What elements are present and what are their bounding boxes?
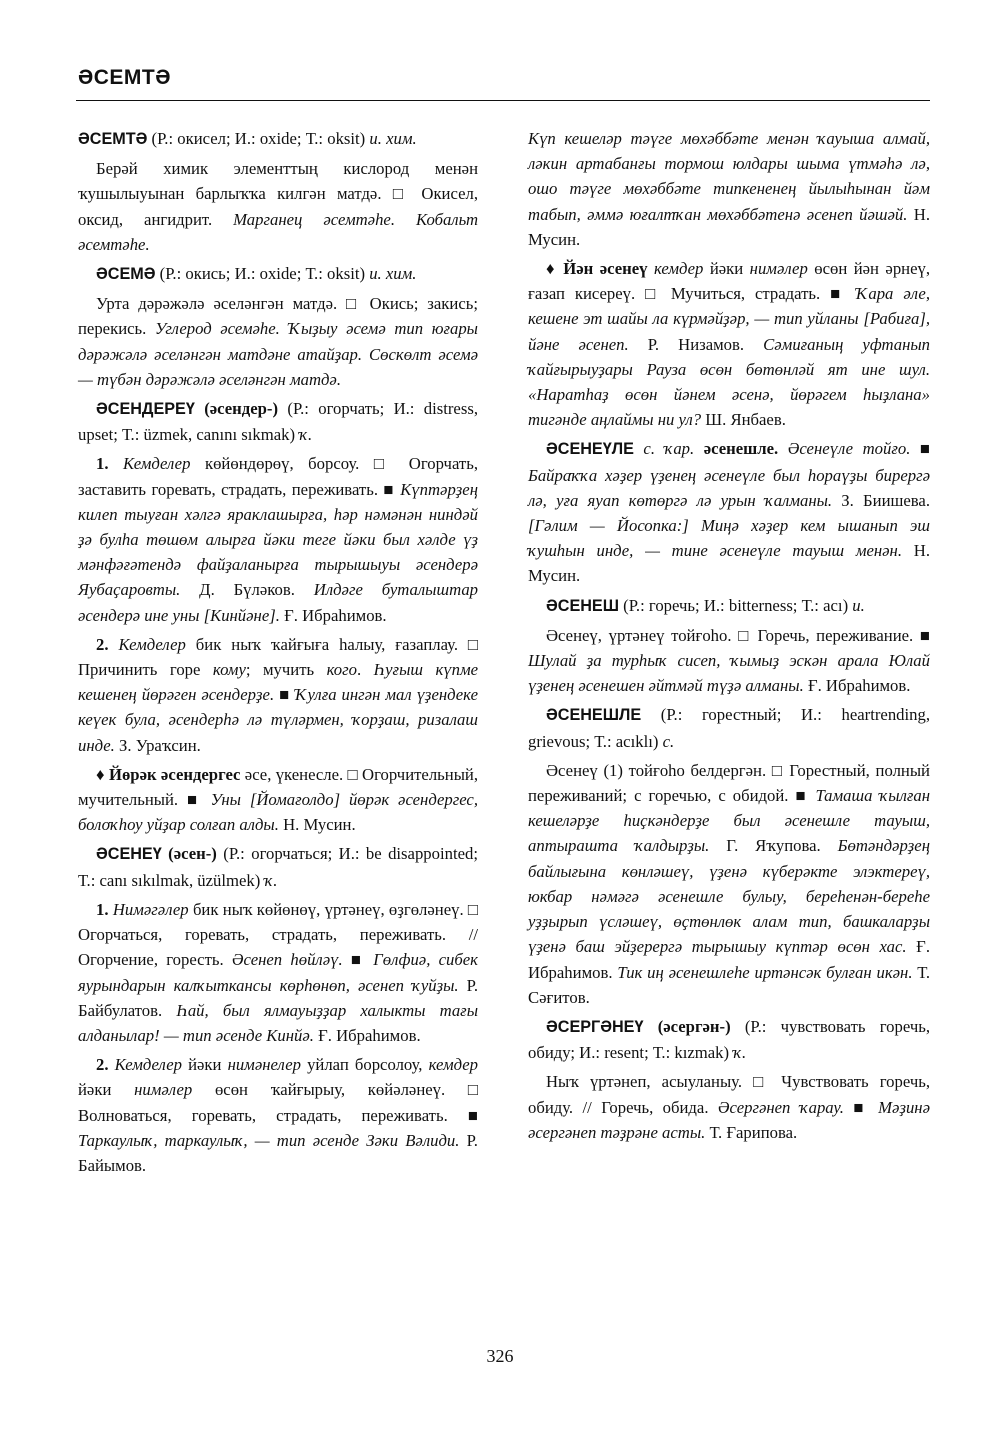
left-column <box>78 126 478 1182</box>
dictionary-paragraph: ӘСЕНДЕРЕҮ (әсендер-) (Р.: огорчать; И.: distress, upset; Т.: üzmek, canını sıkmak) ҡ. <box>78 399 478 445</box>
dictionary-paragraph: 2. Кемделер бик ныҡ ҡайғыға һалыу, ғазаплау. □ Причинить горе кому; мучить кого. Һуғыш күпме кешенең йөрәген әсендерҙе. ■ Ҡулға ингән мал үҙендеке кеүек була, әсендерһә лә түләрмен, ҡорҙаш, ризалаш инде. З. Ураҡсин. <box>78 634 479 755</box>
dictionary-paragraph: ӘСЕМӘ (Р.: окись; И.: oxide; Т.: oksit) и. хим. <box>96 264 417 284</box>
dictionary-paragraph: Әсенеү, үртәнеү тойғоһо. □ Горечь, переживание. ■ Шулай ҙа турһыҡ сисеп, ҡымыҙ эскән арала Юлай үҙенең әсенешен әйтмәй түҙә алманы. Ғ. Ибраһимов. <box>528 625 930 696</box>
dictionary-paragraph: 2. Кемделер йәки нимәнелер уйлап борсолоу, кемдер йәки нимәлер өсөн ҡайғырыу, көйәләнеү. □ Волноваться, горевать, страдать, переживать. ■ Таркаулыҡ, таркаулыҡ, — тип әсенде Зәки Вәлиди. Р. Байымов. <box>78 1055 478 1175</box>
header-rule <box>76 100 930 101</box>
dictionary-paragraph: ӘСЕНЕШ (Р.: горечь; И.: bitterness; Т.: acı) и. <box>546 595 865 615</box>
right-column <box>528 126 930 1149</box>
dictionary-paragraph: Әсенеү (1) тойғоһо белдергән. □ Горестный, полный переживаний; с горечью, с обидой. ■ Тамаша ҡылған кешеләрҙе һиҫкәндерҙе был әсенешле тауыш, аптырашта ҡалдырҙы. Г. Яҡупова. Бөтәндәрҙең байлығына көнләшеү, үҙенә күберәкте элэктереү, юкбар нәмәгә әсенешле булыу, береһенән-береһе уҙҙырып үсләшеү, өҫтөнлөк алам тип, башкаларҙы үҙенә баш эйҙерергә тырышыу күптәр өсөн хас. Ғ. Ибраһимов. Тик иң әсенешлеһе иртәнсәк булған икән. Т. Сәғитов. <box>528 760 931 1007</box>
dictionary-paragraph: Күп кешеләр тәүге мөхәббәте менән ҡауыша алмай, ләкин артабанғы тормош юлдары шыма үтмәһә лә, ошо тәүге мөхәббәте типкененең йылыһынан йәм табып, әммә юғалтҡан мөхәббәтенә әсенеп йәшәй. Н. Мусин. <box>528 129 930 249</box>
dictionary-paragraph: Ныҡ үртәнеп, асыуланыу. □ Чувствовать горечь, обиду. // Горечь, обида. Әсергәнеп ҡарау. ■ Мәҙинә әсергәнеп тәҙрәне асты. Т. Ғарипова. <box>528 1072 930 1142</box>
dictionary-paragraph: ♦ Йән әсенеү кемдер йәки нимәлер өсөн йән әрнеү, ғазап кисереү. □ Мучиться, страдать. ■ Ҡара әле, кешене эт шайы ла күрмәйҙәр, — тип уйланы [Рабиға], йәне әсенеп. Р. Низамов. Сәмиғаның уфтанып ҡайғырыуҙары Рауза өсөн бөтөнләй ят ине шул. «Наратһаҙ өсөн йәнем әсенә, йөрәгем һыҙлана» тигәнде аңлаймы ни ул? Ш. Янбаев. <box>528 259 931 430</box>
dictionary-paragraph: 1. Нимәгәлер бик ныҡ көйөнөү, үртәнеү, өҙгөләнеү. □ Огорчаться, горевать, страдать, переживать. // Огорчение, горесть. Әсенеп һөйләү. ■ Гөлфиә, сибек яурындарын калҡыткансы көрһөнөп, әсенеп ҡуйҙы. Р. Байбулатов. Һай, был ялмауыҙҙар халыкты тағы алданылар! — тип әсенде Кинйә. Ғ. Ибраһимов. <box>78 899 479 1045</box>
dictionary-paragraph: ӘСЕМТӘ (Р.: окисел; И.: oxide; Т.: oksit) и. хим. <box>78 129 417 148</box>
dictionary-paragraph: ӘСЕНЕҮЛЕ с. ҡар. әсенешле. Әсенеүле тойғо. ■ Байраҡҡа хәҙер үҙенең әсенеүле был һораүҙы бирергә лә, уға яуап көтөргә лә урын ҡалманы. З. Биишева. [Гәлим — Йосопка:] Миңә хәҙер кем ышанып эш ҡушһын инде, — тине әсенеүле тауыш менән. Н. Мусин. <box>528 439 930 586</box>
dictionary-paragraph: ӘСЕРГӘНЕҮ (әсергән-) (Р.: чувствовать горечь, обиду; И.: resent; Т.: kızmak) ҡ. <box>528 1016 930 1063</box>
running-head: ӘСЕМТӘ <box>78 66 171 89</box>
dictionary-paragraph: Урта дәрәжәлә әселәнгән матдә. □ Окись; закись; перекись. Углерод әсемәһе. Ҡыҙыу әсемә тип юғары дәрәжәлә әселәнгән матдәне атайҙар. Сөскөлт әсемә — түбән дәрәжәлә әселәнгән матдә. <box>78 294 478 389</box>
page-number: 326 <box>486 1346 514 1366</box>
dictionary-paragraph: ♦ Йөрәк әсендергес әсе, үкенесле. □ Огорчительный, мучительный. ■ Уны [Йомағолдо] йөрәк әсендергес, болоҡһоу уйҙар солғап алды. Н. Мусин. <box>78 764 479 835</box>
dictionary-paragraph: Берәй химик элементтың кислород менән ҡушылыуынан барлыҡҡа килгән матдә. □ Окисел, оксид, ангидрит. Марганец әсемтәһе. Кобальт әсемтәһе. <box>78 159 479 254</box>
dictionary-paragraph: 1. Кемделер көйөндөрөү, борсоу. □ Огорчать, заставить горевать, страдать, переживать. ■ Күптәрҙең килеп тыуған хәлгә яраклашырға, һәр нәмәнән ниндәй ҙә булһа төшөм алырға йәки теге йәки был хәлде үҙ мәнфәғәтендә файҙаланырға тырышыуы әсендерә Яубаҫаровты. Д. Бүләков. Илдәге буталыштар әсендерә ине уны [Кинйәне]. Ғ. Ибраһимов. <box>78 454 479 625</box>
dictionary-paragraph: ӘСЕНЕҮ (әсен-) (Р.: огорчаться; И.: be disappointed; Т.: canı sıkılmak, üzülmek) ҡ. <box>78 844 478 890</box>
dictionary-paragraph: ӘСЕНЕШЛЕ (Р.: горестный; И.: heartrending, grievous; Т.: acıklı) с. <box>528 705 930 751</box>
